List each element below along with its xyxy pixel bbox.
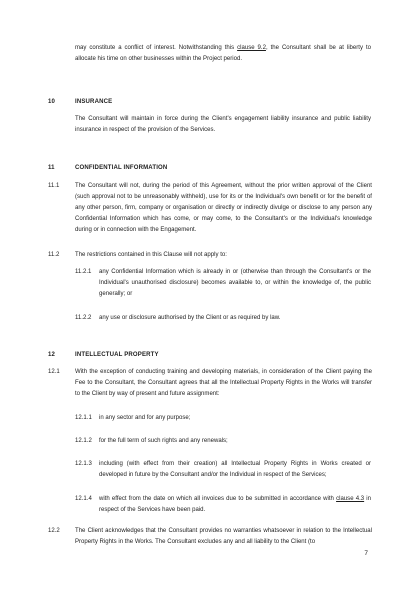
clause-text: The restrictions contained in this Clause will not apply to: [75,252,227,258]
clause-text: including (with effect from their creation) all Intellectual Property Rights in Works created or developed in future by the Consultant and/or the Individual in respect of the Services; [99,461,371,478]
intro-text-start: may constitute a conflict of interest. Notwithstanding this [75,45,238,51]
section-title: CONFIDENTIAL INFORMATION [75,165,168,171]
page-number: 7 [364,550,368,557]
section-number: 10 [48,99,56,105]
clause-text-start: with effect from the date on which all invoices due to be submitted in accordance with [99,496,337,502]
clause-12-1-2 [75,436,371,447]
clause-12-1-4 [75,494,371,516]
clause-number: 11.1 [48,183,60,189]
intro-text-end: , the Consultant shall be at liberty to allocate his time on other businesses within the Project period. [75,45,371,62]
clause-number: 12.1.3 [75,461,92,467]
clause-number: 12.1 [48,369,60,375]
section-number: 12 [48,352,56,358]
section-title: INTELLECTUAL PROPERTY [75,352,159,358]
continued-paragraph [75,43,371,65]
clause-11-2 [48,250,372,261]
clause-number: 11.2 [48,252,60,258]
clause-11-2-2 [75,313,371,324]
section-title: INSURANCE [75,99,113,105]
clause-12-2 [48,526,372,548]
clause-12-1-1 [75,413,371,424]
clause-text: any Confidential Information which is already in or (otherwise than through the Consultant's or the Individual's unauthorised disclosure) becomes available to, or within the knowledge of, the public generally; or [99,269,371,297]
clause-number: 12.2 [48,528,60,534]
clause-text: With the exception of conducting training and developing materials, in consideration of the Client paying the Fee to the Consultant, the Consultant agrees that all the Intellectual Property Rights in the Works will transfer to the Client by way of present and future assignment: [75,369,372,397]
clause-number: 12.1.4 [75,496,92,502]
clause-11-1 [48,181,372,236]
paragraph-text: The Consultant will maintain in force during the Client's engagement liability insurance and public liability insurance in respect of the provision of the Services. [75,116,371,133]
clause-text: for the full term of such rights and any renewals; [99,438,228,444]
clause-number: 11.2.2 [75,315,92,321]
clause-number: 11.2.1 [75,269,92,275]
section-number: 11 [48,165,55,171]
clause-text: in any sector and for any purpose; [99,415,191,421]
clause-12-1 [48,367,372,400]
clause-number: 12.1.2 [75,438,92,444]
clause-reference-link[interactable]: clause 9.2 [237,45,266,51]
clause-number: 12.1.1 [75,415,92,421]
clause-text: The Client acknowledges that the Consultant provides no warranties whatsoever in relation to the Intellectual Property Rights in the Works. The Consultant excludes any and all liability to the Client (to [75,528,372,545]
clause-reference-link[interactable]: clause 4.3 [336,496,365,502]
clause-11-2-1 [75,267,371,300]
clause-text: The Consultant will not, during the period of this Agreement, without the prior written approval of the Client (such approval not to be unreasonably withheld), use for its or the Individual's own benefit or for the benefit of any other person, firm, company or organisation or directly or indirectly divulge or disclose to any person any Confidential Information which has come, or may come, to the Consultant's or the Individual's knowledge during or in connection with the Engagement. [75,183,372,233]
clause-text-end: in respect of the Services have been paid. [99,496,371,513]
clause-12-1-3 [75,459,371,481]
section-10-text [75,114,371,136]
clause-text: any use or disclosure authorised by the Client or as required by law. [99,315,281,321]
clause-text [99,494,371,516]
